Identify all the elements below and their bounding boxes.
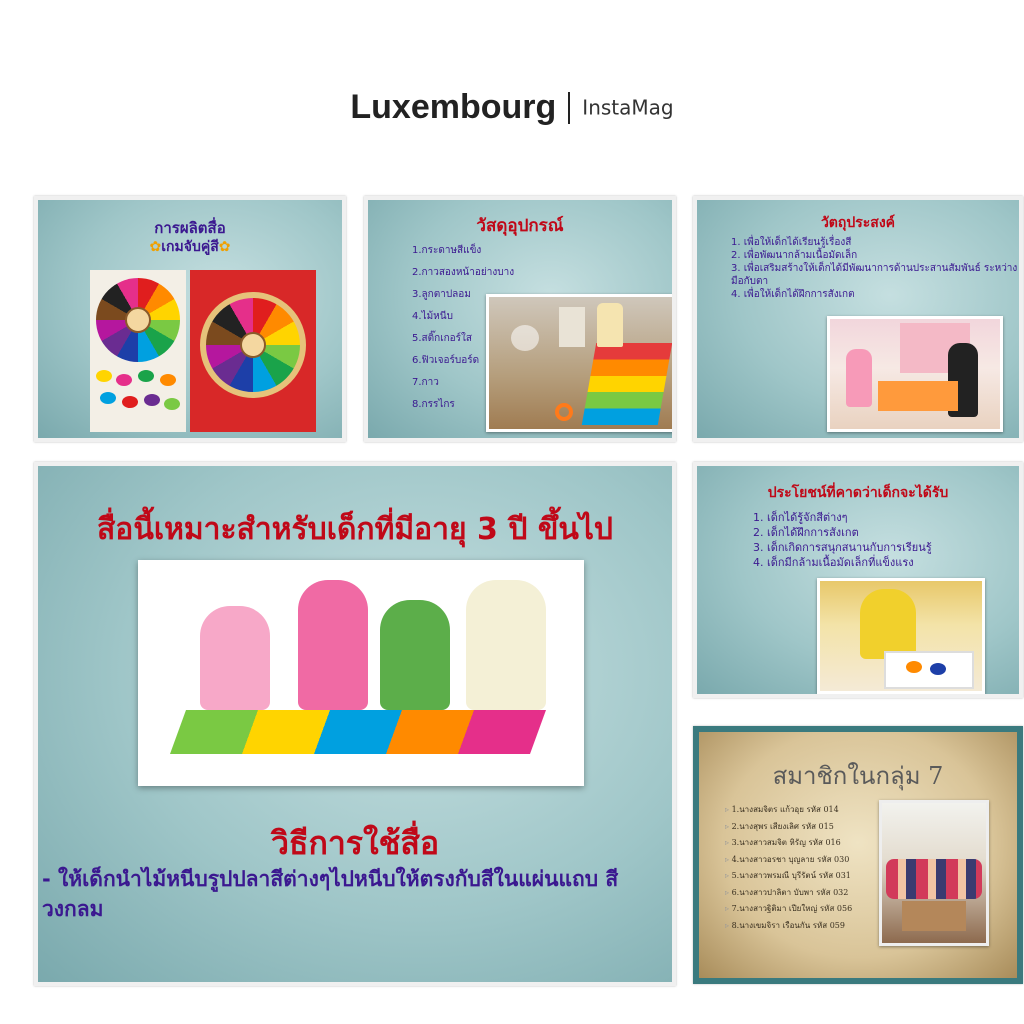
list-item: ▹ 1.นางสมจิตร แก้วอุย รหัส 014 bbox=[725, 802, 852, 819]
slide-title: วัสดุอุปกรณ์ bbox=[476, 216, 564, 236]
puzzle-board bbox=[884, 651, 974, 689]
table bbox=[902, 901, 966, 931]
list-item: ▹ 4.นางสาวอรชา บุญลาย รหัส 030 bbox=[725, 852, 852, 869]
fish-clip bbox=[930, 663, 946, 675]
members-list bbox=[725, 802, 852, 934]
brand-header bbox=[0, 88, 1024, 127]
objectives-list bbox=[731, 236, 1021, 301]
wheel-hub bbox=[240, 332, 266, 358]
fish-clip bbox=[122, 396, 138, 408]
table bbox=[878, 381, 958, 411]
list-item: 4. เด็กมีกล้ามเนื้อมัดเล็กที่แข็งแรง bbox=[753, 556, 914, 569]
paper-stack bbox=[582, 343, 672, 425]
list-item: 8.กรรไกร bbox=[412, 399, 455, 410]
slide-objectives[interactable] bbox=[693, 196, 1023, 442]
list-item: ▹ 6.นางสาวปาลิตา บับพา รหัส 032 bbox=[725, 885, 852, 902]
list-item: 3. เพื่อเสริมสร้างให้เด็กได้มีพัฒนาการด้านประสานสัมพันธ์ ระหว่างมือกับตา bbox=[731, 263, 1018, 287]
child-figure bbox=[860, 589, 916, 659]
brand-name: Luxembourg bbox=[350, 88, 557, 126]
slide-title: สมาชิกในกลุ่ม 7 bbox=[772, 762, 944, 790]
wheel-hub bbox=[125, 307, 151, 333]
list-item: 5.สติ๊กเกอร์ใส bbox=[412, 333, 473, 344]
list-item: 3.ลูกตาปลอม bbox=[412, 289, 471, 300]
child-figure bbox=[200, 606, 270, 710]
child-playing-photo bbox=[817, 578, 985, 694]
list-item: 4.ไม้หนีบ bbox=[412, 311, 453, 322]
scissors bbox=[555, 403, 573, 421]
list-item: ▹ 5.นางสาวพรมณี บุรีรัตน์ รหัส 031 bbox=[725, 868, 852, 885]
fish-clip bbox=[906, 661, 922, 673]
fish-clip bbox=[144, 394, 160, 406]
list-item: 2. เพื่อพัฒนากล้ามเนื้อมัดเล็ก bbox=[731, 250, 858, 261]
classroom-photo bbox=[827, 316, 1003, 432]
usage-instructions: - ให้เด็กนำไม้หนีบรูปปลาสีต่างๆไปหนีบให้ตรงกับสีในแผ่นแถบ สีวงกลม bbox=[42, 867, 619, 921]
pencil-cup bbox=[559, 307, 585, 347]
list-item: 4. เพื่อให้เด็กได้ฝึกการสังเกต bbox=[731, 289, 855, 300]
child-figure bbox=[380, 600, 450, 710]
child-figure bbox=[846, 349, 872, 407]
list-item: ▹ 3.นางสาวสมจิต หิรัญ รหัส 016 bbox=[725, 835, 852, 852]
usage-heading: วิธีการใช้สื่อ bbox=[270, 824, 440, 862]
list-item: 1. เพื่อให้เด็กได้เรียนรู้เรื่องสี bbox=[731, 237, 852, 248]
list-item: 6.ฟิวเจอร์บอร์ด bbox=[412, 355, 480, 366]
slide-group-members[interactable] bbox=[693, 726, 1023, 984]
slide-media-production[interactable] bbox=[34, 196, 346, 442]
benefits-list bbox=[753, 510, 932, 570]
list-item: 2. เด็กได้ฝึกการสังเกต bbox=[753, 526, 859, 539]
list-item: 2.กาวสองหน้าอย่างบาง bbox=[412, 267, 515, 278]
brand-divider bbox=[568, 92, 570, 124]
age-heading: สื่อนี้เหมาะสำหรับเด็กที่มีอายุ 3 ปี ขึ้นไป bbox=[97, 512, 613, 547]
group-photo bbox=[879, 800, 989, 946]
list-item: ▹ 2.นางสุพร เสียงเลิศ รหัส 015 bbox=[725, 819, 852, 836]
slide-benefits[interactable] bbox=[693, 462, 1023, 698]
slide-title: วัตถุประสงค์ bbox=[820, 215, 896, 231]
color-wheel-photo-left bbox=[90, 270, 186, 432]
slide-title: การผลิตสื่อ bbox=[154, 219, 226, 237]
list-item: 7.กาว bbox=[412, 377, 439, 388]
list-item: 1. เด็กได้รู้จักสีต่างๆ bbox=[753, 511, 848, 524]
people-row bbox=[886, 859, 982, 899]
list-item: ▹ 7.นางสาวฐิติมา เปียใหญ่ รหัส 056 bbox=[725, 901, 852, 918]
brand-product: InstaMag bbox=[582, 95, 674, 120]
fish-clip bbox=[116, 374, 132, 386]
child-figure bbox=[298, 580, 368, 710]
foam-mat bbox=[170, 710, 546, 754]
slide-age-and-usage[interactable] bbox=[34, 462, 676, 986]
list-item: 3. เด็กเกิดการสนุกสนานกับการเรียนรู้ bbox=[753, 541, 932, 554]
fish-clip bbox=[164, 398, 180, 410]
flower-icon: ✿ bbox=[218, 239, 231, 255]
glue-bottle bbox=[597, 303, 623, 347]
flower-icon: ✿ bbox=[149, 239, 162, 255]
fish-clip bbox=[100, 392, 116, 404]
color-wheel-photo-right bbox=[190, 270, 316, 432]
slide-subtitle: ✿เกมจับคู่สี✿ bbox=[149, 239, 231, 255]
fish-clip bbox=[160, 374, 176, 386]
fish-clip bbox=[96, 370, 112, 382]
glass-eye bbox=[511, 325, 539, 351]
list-item: ▹ 8.นางเขมจิรา เรือนกัน รหัส 059 bbox=[725, 918, 852, 935]
slide-materials[interactable] bbox=[364, 196, 676, 442]
children-playing-photo bbox=[138, 560, 584, 786]
list-item: 1.กระดาษสีแข็ง bbox=[412, 245, 482, 256]
fish-clip bbox=[138, 370, 154, 382]
child-figure bbox=[466, 580, 546, 710]
slide-title: ประโยชน์ที่คาดว่าเด็กจะได้รับ bbox=[767, 485, 949, 501]
materials-photo bbox=[486, 294, 676, 432]
